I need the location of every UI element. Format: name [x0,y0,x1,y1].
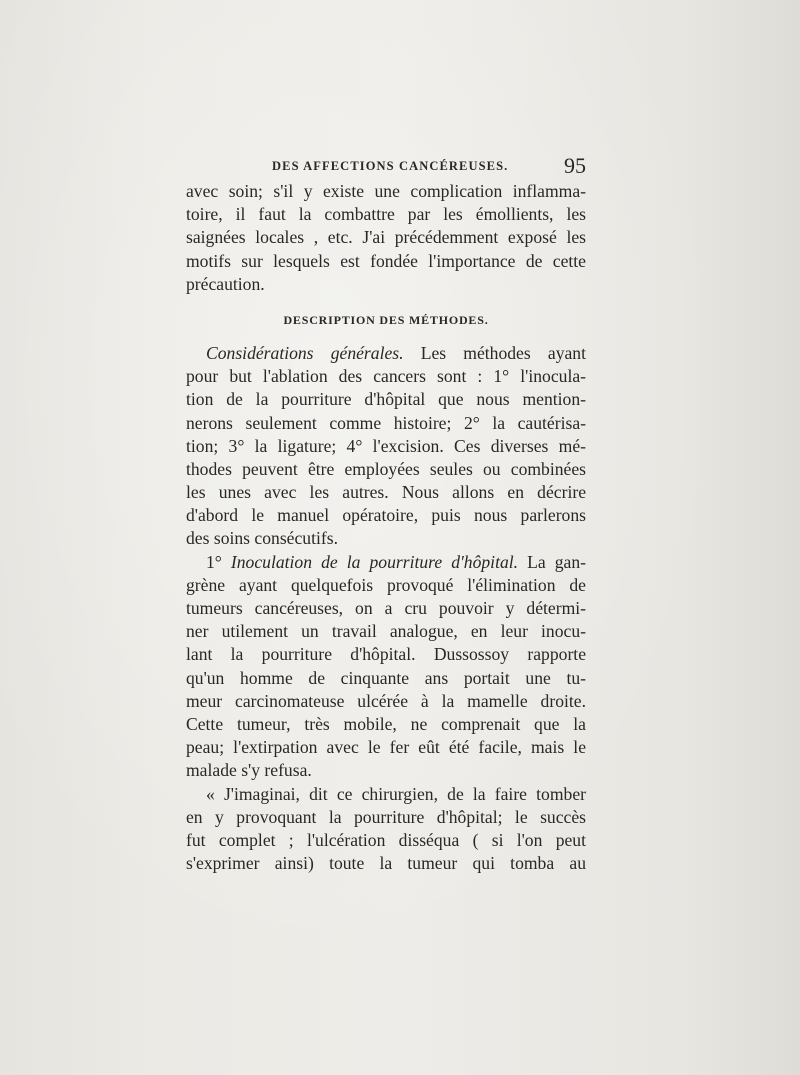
paragraph-1 [186,180,586,296]
text-line: fut complet ; l'ulcération disséqua ( si l'on peut [186,829,586,850]
text-line: précaution. [186,273,265,294]
text-line: lant la pourriture d'hôpital. Dussossoy rapporte [186,644,586,665]
text-line: en y provoquant la pourriture d'hôpital; le succès [186,806,586,827]
text-line: « J'imaginai, dit ce chirurgien, de la faire tomber [206,783,586,804]
running-title: DES AFFECTIONS CANCÉREUSES. [272,159,509,173]
text-run: 1° [206,551,231,572]
text-line: peau; l'extirpation avec le fer eût été facile, mais le [186,737,586,758]
text-line: tion de la pourriture d'hôpital que nous mention- [186,389,586,410]
text-line: meur carcinomateuse ulcérée à la mamelle droite. [186,690,586,711]
text-line: saignées locales , etc. J'ai précédemment exposé les [186,227,586,248]
paragraph-4 [186,783,586,876]
text-run: Les méthodes ayant [403,342,586,363]
text-line [186,342,586,365]
text-line: grène ayant quelquefois provoqué l'élimination de [186,574,586,595]
text-line: motifs sur lesquels est fondée l'importance de cette [186,250,586,271]
text-line: Cette tumeur, très mobile, ne comprenait que la [186,713,586,734]
italic-lead: Inoculation de la pourriture d'hôpital. [230,551,519,572]
text-line: tumeurs cancéreuses, on a cru pouvoir y détermi- [186,598,586,618]
text-line: nerons seulement comme histoire; 2° la cautérisa- [186,412,586,433]
paragraph-2 [186,342,586,551]
text-line: qu'un homme de cinquante ans portait une tu- [186,667,586,688]
section-heading: DESCRIPTION DES MÉTHODES. [283,312,489,327]
text-line [186,551,586,574]
text-line: d'abord le manuel opératoire, puis nous parlerons [186,505,586,526]
text-line: thodes peuvent être employées seules ou combinées [186,458,586,479]
text-line: malade s'y refusa. [186,760,312,781]
page-number: 95 [564,153,586,178]
text-line: pour but l'ablation des cancers sont : 1° l'inocula- [186,366,586,387]
text-run: La gan- [518,551,586,572]
text-line: toire, il faut la combattre par les émollients, les [186,204,586,225]
italic-lead: Considérations générales. [206,342,404,363]
text-line: tion; 3° la ligature; 4° l'excision. Ces diverses mé- [186,435,586,456]
text-line: avec soin; s'il y existe une complication inflamma- [186,181,586,201]
text-line: des soins consécutifs. [186,528,338,549]
text-line: ner utilement un travail analogue, en leur inocu- [186,621,586,642]
running-head [186,155,586,179]
paragraph-3 [186,551,586,783]
text-line: les unes avec les autres. Nous allons en décrire [186,482,586,503]
body-text [186,180,586,875]
text-line: s'exprimer ainsi) toute la tumeur qui tomba au [186,853,586,874]
